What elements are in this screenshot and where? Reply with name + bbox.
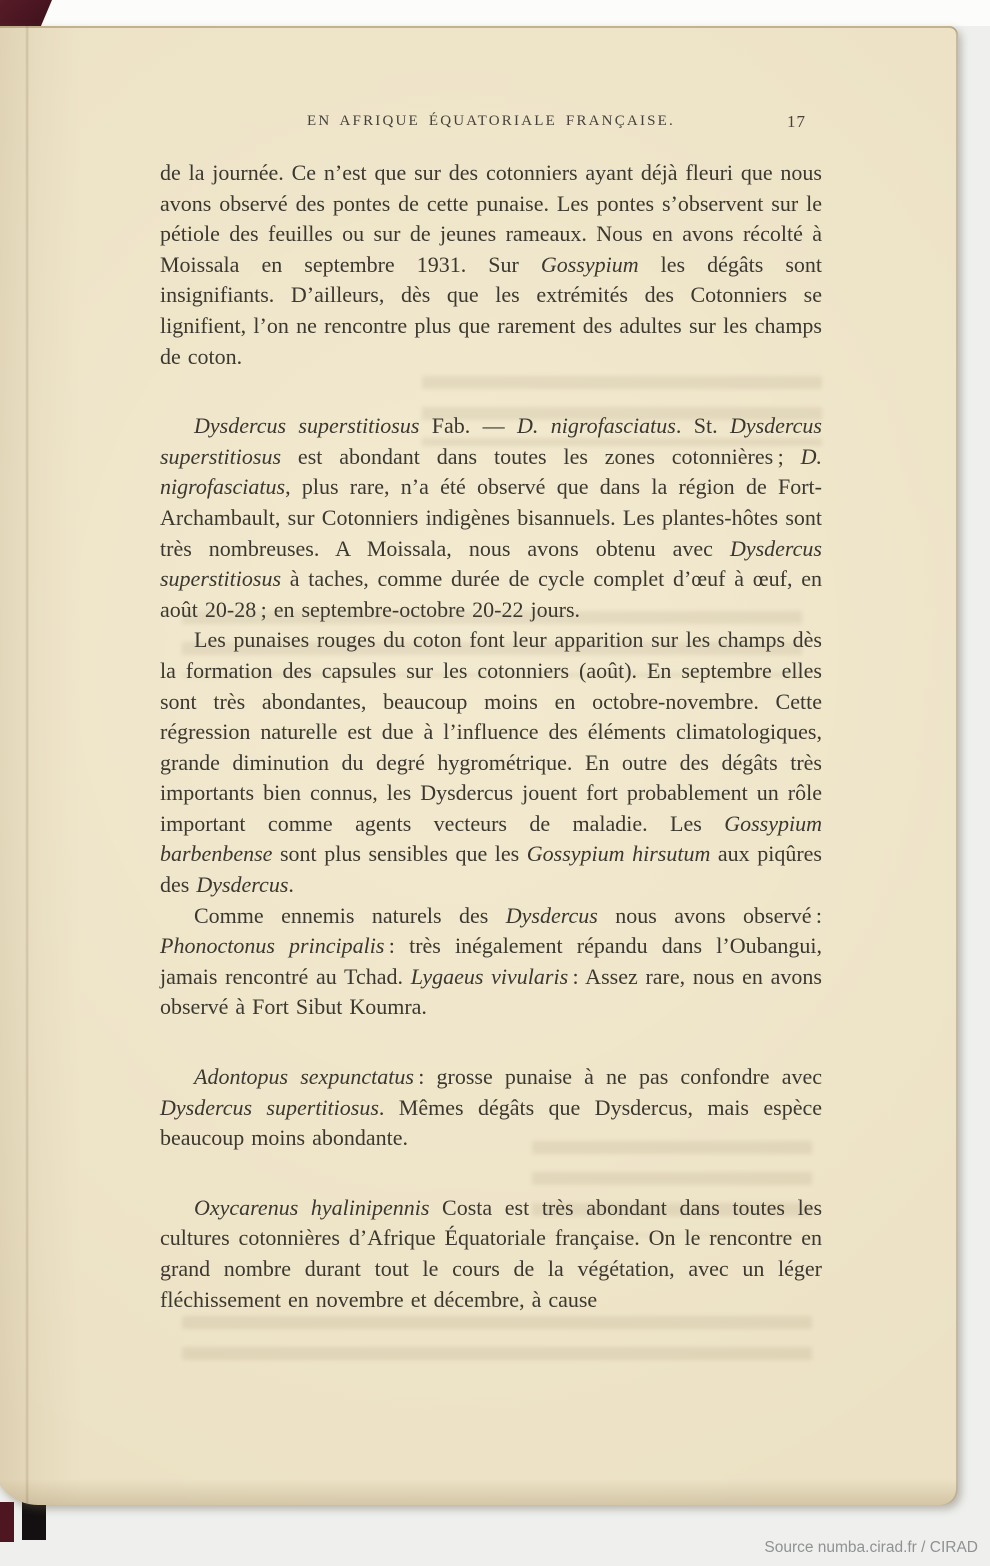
text-run: sont plus sensibles que les	[272, 841, 527, 867]
text-run: Les punaises rouges du coton font leur apparition sur les champs dès la formation des capsules sur les cotonniers (août). En septembre elles sont très abondantes, beaucoup moins en octobre-novembre. Cette régression naturelle est due à l’influence des éléments climatologiques, grande diminution du degré hygrométrique. En outre des dégâts très importants bien connus, les Dysdercus jouent fort probablement un rôle important comme agents vecteurs de maladie. Les	[160, 627, 822, 836]
page-text-block	[160, 112, 822, 1315]
text-run: Dysdercus superstitiosus	[160, 535, 822, 592]
text-run: Adontopus sexpunctatus	[194, 1064, 414, 1090]
text-run: les dégâts sont insignifiants. D’ailleurs, dès que les extrémités des Cotonniers se lignifient, l’on ne rencontre plus que rarement des adultes sur les champs de coton.	[160, 251, 822, 369]
paragraph	[160, 411, 822, 625]
text-run: Dysdercus superstitiosus	[160, 413, 822, 469]
text-run: D. nigrofasciatus	[517, 413, 676, 439]
text-run: Gossypium barbenbense	[160, 810, 822, 867]
text-run: D. nigrofasciatus	[160, 443, 822, 500]
text-run: : Assez rare, nous en avons observé à Fort Sibut Koumra.	[160, 963, 822, 1020]
text-run: Gossypium hirsutum	[526, 841, 711, 867]
paragraph	[160, 625, 822, 900]
text-run: : très inégalement répandu dans l’Oubangui, jamais rencontré au Tchad.	[160, 933, 822, 989]
text-run: : grosse punaise à ne pas confondre avec	[413, 1064, 822, 1090]
text-run: est abondant dans toutes les zones cotonnières ;	[281, 443, 801, 469]
text-run: de la journée. Ce n’est que sur des cotonniers ayant déjà fleuri que nous avons observé des pontes de cette punaise. Les pontes s’observent sur le pétiole des feuilles ou sur de jeunes rameaux. Nous en avons récolté à Moissala en septembre 1931. Sur	[160, 160, 822, 277]
paragraph	[160, 158, 822, 372]
text-run: Dysdercus supertitiosus	[160, 1094, 379, 1120]
book-cover-corner-bottom-red	[0, 1502, 14, 1542]
text-run: . St.	[675, 413, 730, 439]
text-run: Comme ennemis naturels des	[194, 902, 506, 928]
text-run: Dysdercus	[505, 902, 598, 928]
source-attribution: Source numba.cirad.fr / CIRAD	[764, 1539, 978, 1556]
text-run: .	[288, 872, 294, 898]
page-sheet	[0, 26, 958, 1505]
text-run: Lygaeus vivularis	[410, 963, 569, 989]
text-run: . Mêmes dégâts que Dysdercus, mais espèce beaucoup moins abondante.	[160, 1094, 822, 1151]
page-number: 17	[787, 112, 806, 131]
text-run: aux piqûres des	[160, 841, 822, 898]
text-run: à taches, comme durée de cycle complet d’œuf à œuf, en août 20-28 ; en septembre-octobre 20-22 jours.	[160, 566, 822, 622]
paragraph	[160, 1193, 822, 1315]
text-run: Gossypium	[540, 251, 639, 277]
text-run: Oxycarenus hyalinipennis	[194, 1194, 430, 1220]
scan-top-strip	[0, 0, 990, 26]
text-run: Costa est très abondant dans toutes les cultures cotonnières d’Afrique Équatoriale française. On le rencontre en grand nombre durant tout le cours de la végétation, avec un léger fléchissement en novembre et décembre, à cause	[160, 1194, 823, 1312]
running-title: EN AFRIQUE ÉQUATORIALE FRANÇAISE.	[307, 113, 675, 129]
text-run: Fab. —	[419, 413, 518, 439]
text-run: Dysdercus	[196, 872, 289, 898]
bleedthrough-smudge	[182, 1316, 812, 1376]
paragraph	[160, 1062, 822, 1154]
text-run: Phonoctonus principalis	[160, 933, 385, 959]
paragraph	[160, 901, 822, 1023]
text-run: nous avons observé :	[597, 902, 822, 928]
page-crease	[25, 26, 29, 1505]
text-run: , plus rare, n’a été observé que dans la région de Fort-Archambault, sur Cotonniers indigènes bisannuels. Les plantes-hôtes sont très nombreuses. A Moissala, nous avons obtenu avec	[160, 474, 822, 561]
running-head	[160, 112, 822, 134]
text-run: Dysdercus superstitiosus	[194, 413, 420, 439]
